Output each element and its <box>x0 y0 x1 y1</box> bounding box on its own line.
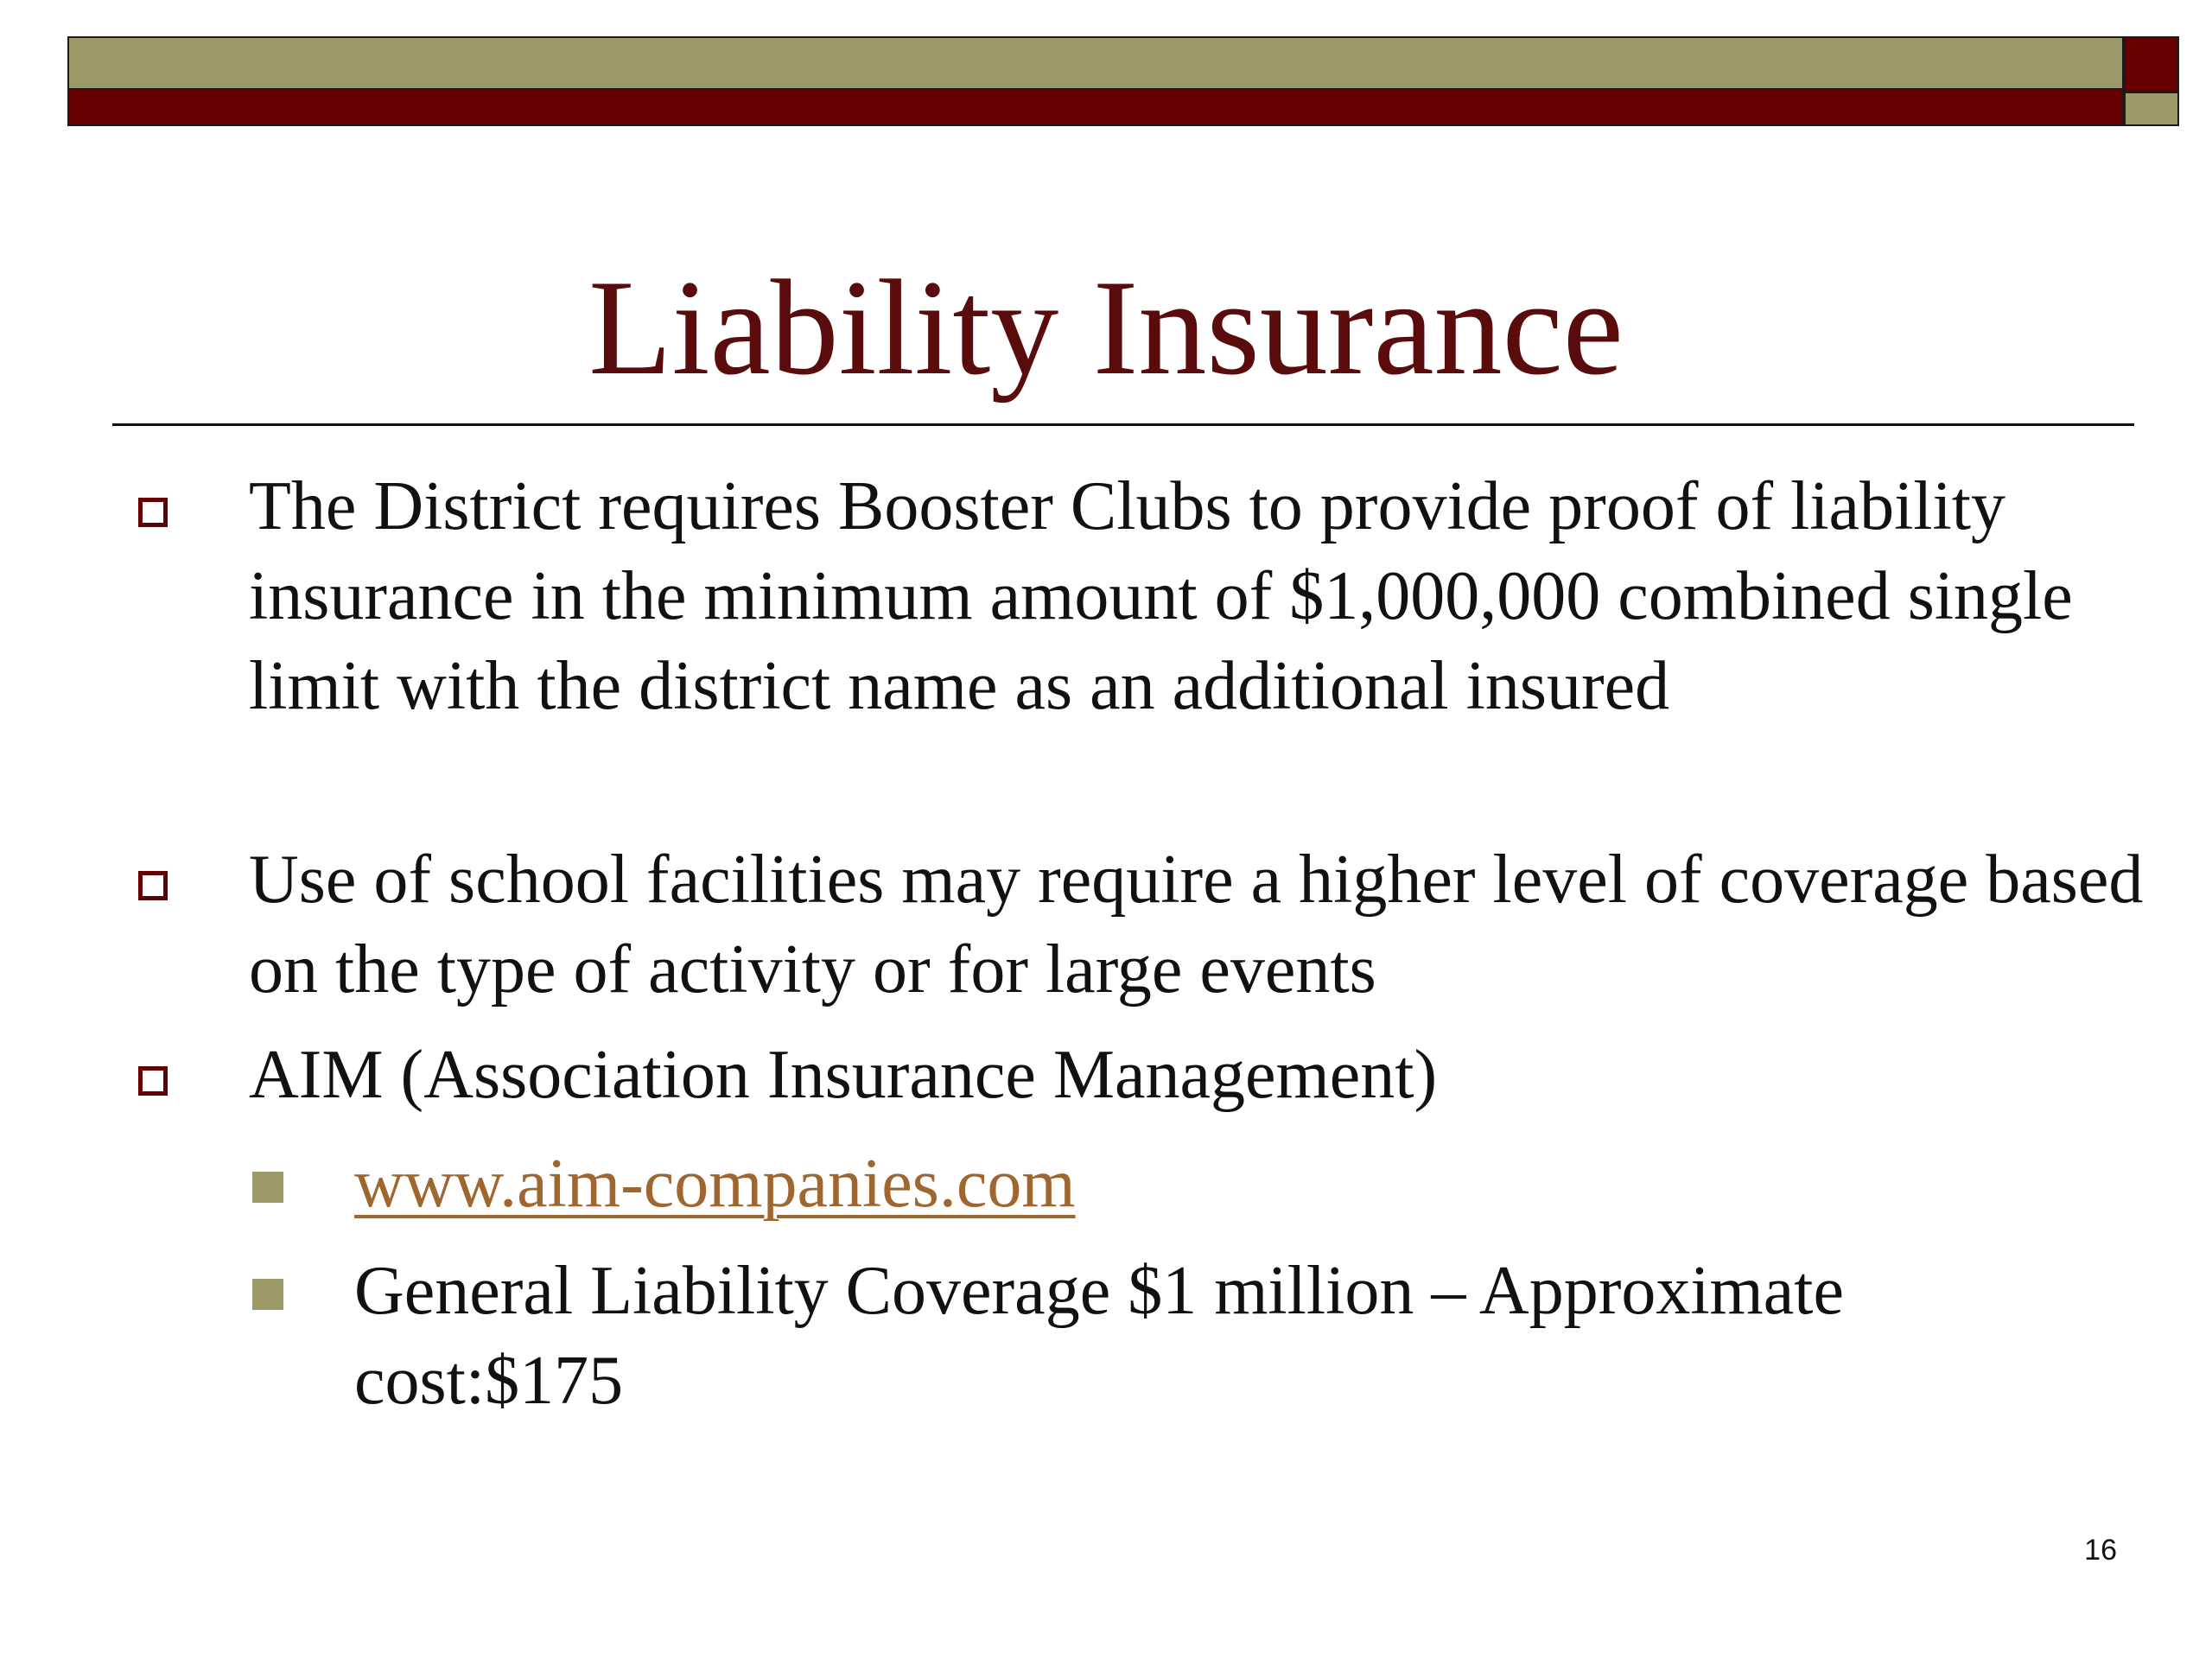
header-bar-red <box>67 90 2124 126</box>
title-divider <box>112 423 2134 426</box>
header-corner-red-block <box>2124 36 2179 93</box>
bullet-item: AIM (Association Insurance Management) <box>249 1037 1438 1113</box>
hollow-square-bullet-icon <box>138 871 168 900</box>
filled-square-bullet-icon <box>252 1279 283 1310</box>
filled-square-bullet-icon <box>252 1172 283 1203</box>
header-corner-olive-block <box>2124 93 2179 126</box>
aim-companies-link[interactable]: www.aim-companies.com <box>354 1146 1076 1222</box>
sub-bullet-item: General Liability Coverage $1 million – Approximate cost:$175 <box>354 1253 1845 1419</box>
bullet-item: The District requires Booster Clubs to provide proof of liability insurance in the minimum amount of $1,000,000 combined single limit with the district name as an additional insured <box>249 468 2073 724</box>
header-bar-olive <box>67 36 2124 90</box>
slide-title: Liability Insurance <box>588 252 1624 404</box>
slide-number: 16 <box>2084 1534 2117 1567</box>
bullet-item: Use of school facilities may require a higher level of coverage based on the type of activity or for large events <box>249 842 2144 1007</box>
sub-bullet-item <box>354 1139 2117 1229</box>
hollow-square-bullet-icon <box>138 1066 168 1096</box>
hollow-square-bullet-icon <box>138 498 168 527</box>
